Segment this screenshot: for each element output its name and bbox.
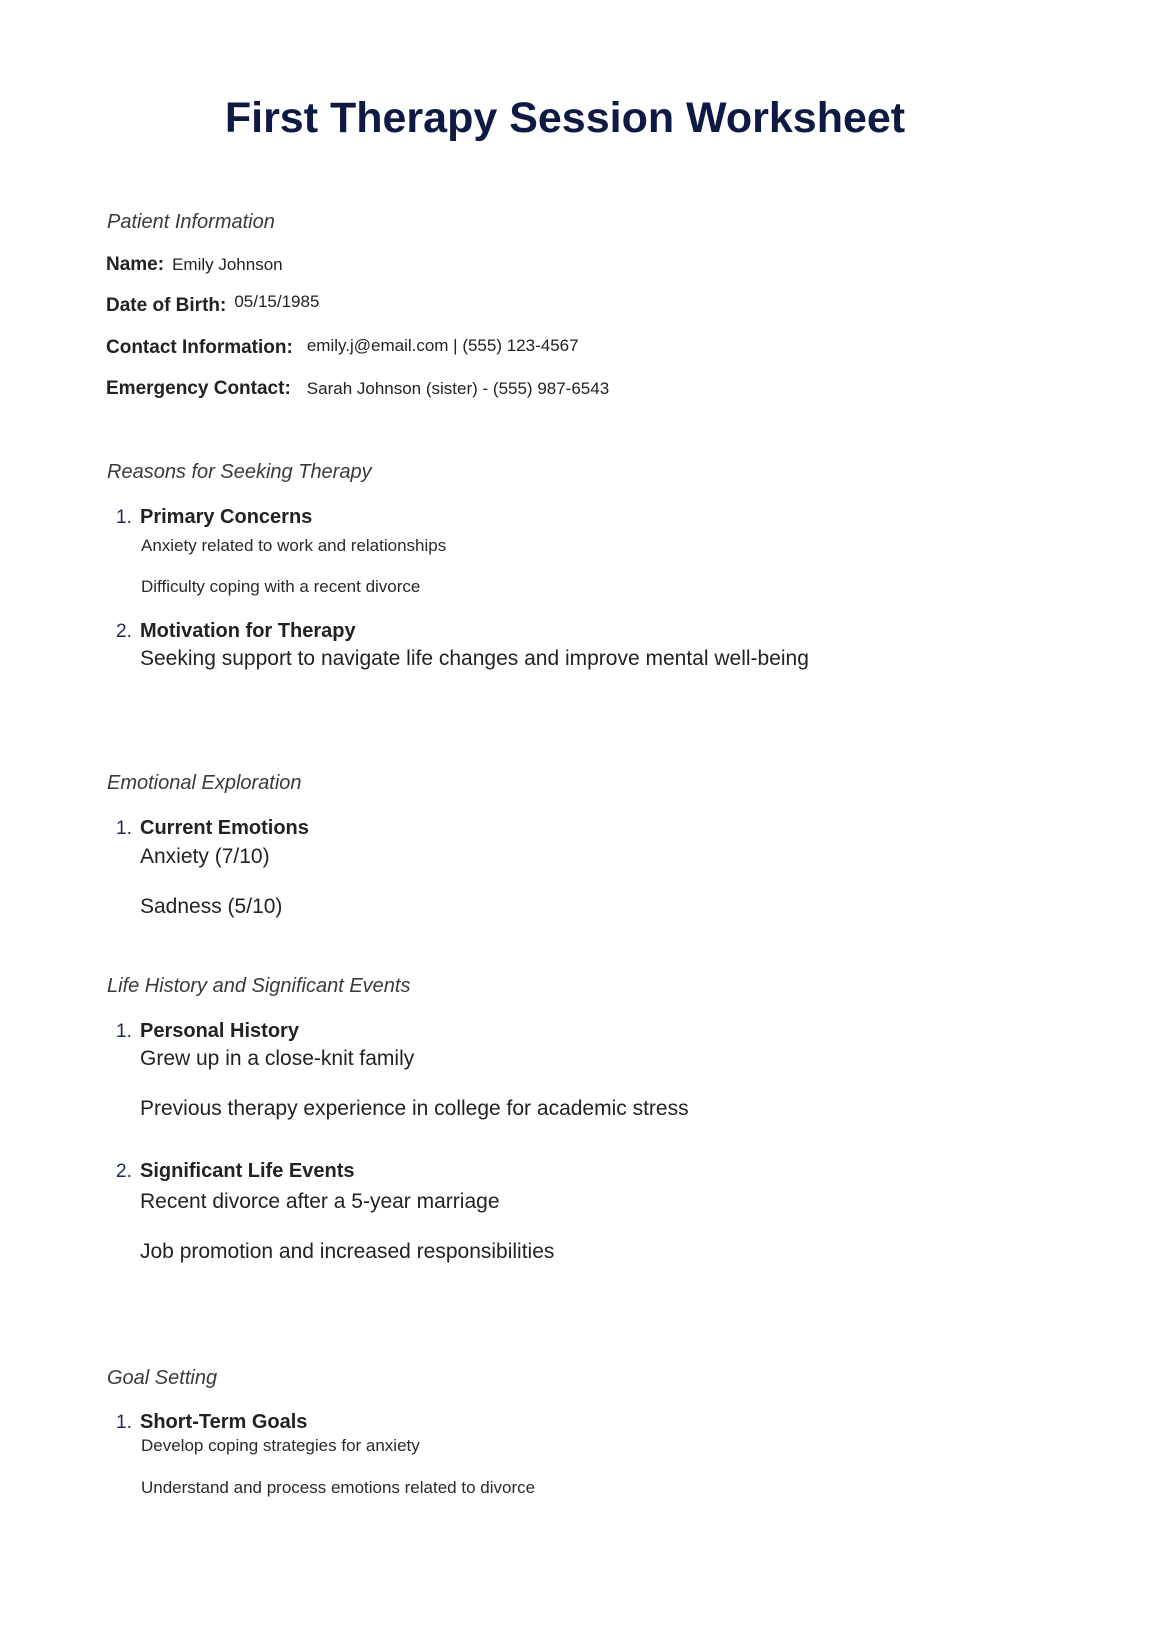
field-value: 05/15/1985: [234, 292, 320, 311]
list-item-text: Difficulty coping with a recent divorce: [141, 577, 421, 596]
list-item-text: Seeking support to navigate life changes and improve mental well-being: [140, 647, 809, 670]
field-name: [106, 255, 283, 274]
list-item-title: Primary Concerns: [140, 506, 313, 528]
list-item-text: Anxiety related to work and relationships: [141, 536, 447, 555]
list-number: 2.: [116, 1161, 132, 1182]
field-label: Contact Information:: [106, 337, 293, 358]
list-number: 1.: [116, 818, 132, 839]
list-item-text: Develop coping strategies for anxiety: [141, 1436, 420, 1455]
field-value: Sarah Johnson (sister) - (555) 987-6543: [306, 379, 610, 398]
list-item-text: Anxiety (7/10): [140, 845, 270, 868]
list-item-text: Grew up in a close-knit family: [140, 1047, 415, 1070]
field-label: Date of Birth:: [106, 295, 227, 316]
field-emergency-contact: [106, 379, 609, 398]
list-item-title: Short-Term Goals: [140, 1411, 308, 1433]
list-number: 1.: [116, 1021, 132, 1042]
section-heading-history: Life History and Significant Events: [107, 975, 411, 997]
list-item-title: Current Emotions: [140, 817, 309, 839]
list-item-text: Job promotion and increased responsibilities: [140, 1240, 555, 1263]
section-heading-patient-information: Patient Information: [107, 211, 275, 233]
field-value: Emily Johnson: [172, 255, 283, 274]
page-title: First Therapy Session Worksheet: [224, 94, 906, 142]
section-heading-reasons: Reasons for Seeking Therapy: [107, 461, 372, 483]
section-heading-emotional: Emotional Exploration: [107, 772, 302, 794]
list-item-title: Personal History: [140, 1020, 299, 1042]
field-dob: [106, 292, 320, 316]
field-value: emily.j@email.com | (555) 123-4567: [306, 336, 579, 355]
list-item-text: Understand and process emotions related to divorce: [141, 1478, 536, 1497]
field-contact: [106, 338, 579, 357]
list-number: 1.: [116, 1412, 132, 1433]
list-number: 1.: [116, 507, 132, 528]
list-item-text: Recent divorce after a 5-year marriage: [140, 1190, 500, 1213]
field-label: Name:: [106, 254, 165, 275]
list-number: 2.: [116, 621, 132, 642]
section-heading-goals: Goal Setting: [107, 1367, 218, 1389]
list-item-text: Sadness (5/10): [140, 895, 283, 918]
field-label: Emergency Contact:: [106, 378, 291, 399]
list-item-text: Previous therapy experience in college for academic stress: [140, 1097, 689, 1120]
list-item-title: Significant Life Events: [140, 1160, 355, 1182]
list-item-title: Motivation for Therapy: [140, 620, 356, 642]
